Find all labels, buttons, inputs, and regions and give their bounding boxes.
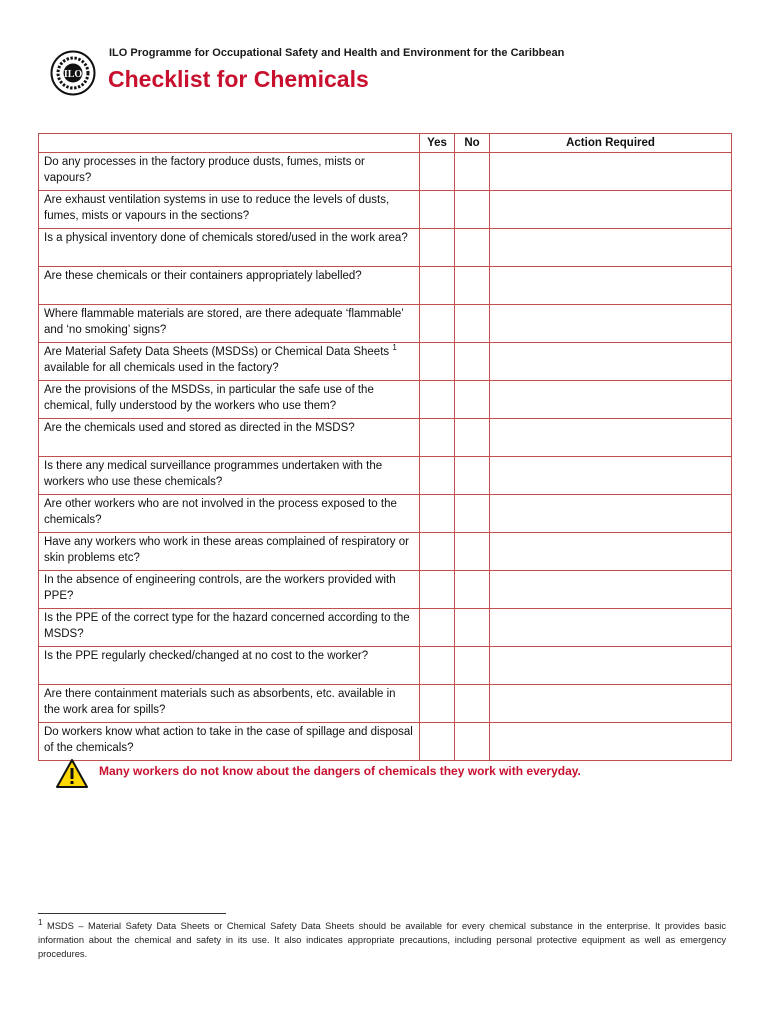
- yes-cell[interactable]: [420, 343, 455, 381]
- no-cell[interactable]: [455, 419, 490, 457]
- question-cell: Do any processes in the factory produce dusts, fumes, mists or vapours?: [39, 153, 420, 191]
- warning-note: [55, 758, 735, 792]
- action-required-cell[interactable]: [490, 647, 732, 685]
- no-column-header: No: [455, 134, 490, 153]
- action-required-cell[interactable]: [490, 305, 732, 343]
- question-cell: Are these chemicals or their containers appropriately labelled?: [39, 267, 420, 305]
- yes-cell[interactable]: [420, 305, 455, 343]
- question-column-header: [39, 134, 420, 153]
- action-required-cell[interactable]: [490, 571, 732, 609]
- no-cell[interactable]: [455, 381, 490, 419]
- table-row: [39, 457, 732, 495]
- page-title: Checklist for Chemicals: [108, 66, 369, 92]
- table-row: [39, 685, 732, 723]
- table-row: [39, 343, 732, 381]
- action-required-cell[interactable]: [490, 153, 732, 191]
- page-header: [48, 44, 728, 104]
- question-cell: Is a physical inventory done of chemicals stored/used in the work area?: [39, 229, 420, 267]
- no-cell[interactable]: [455, 685, 490, 723]
- ilo-logo-icon: [50, 50, 96, 96]
- no-cell[interactable]: [455, 495, 490, 533]
- table-row: [39, 495, 732, 533]
- question-cell: Do workers know what action to take in the case of spillage and disposal of the chemicals?: [39, 723, 420, 761]
- yes-cell[interactable]: [420, 229, 455, 267]
- action-required-column-header: Action Required: [490, 134, 732, 153]
- action-required-cell[interactable]: [490, 343, 732, 381]
- action-required-cell[interactable]: [490, 723, 732, 761]
- table-row: [39, 381, 732, 419]
- question-cell: In the absence of engineering controls, are the workers provided with PPE?: [39, 571, 420, 609]
- table-row: [39, 305, 732, 343]
- yes-cell[interactable]: [420, 609, 455, 647]
- action-required-cell[interactable]: [490, 685, 732, 723]
- table-row: [39, 609, 732, 647]
- question-cell: Is the PPE regularly checked/changed at no cost to the worker?: [39, 647, 420, 685]
- yes-cell[interactable]: [420, 723, 455, 761]
- action-required-cell[interactable]: [490, 495, 732, 533]
- question-cell: Are the provisions of the MSDSs, in particular the safe use of the chemical, fully understood by the workers who use them?: [39, 381, 420, 419]
- yes-cell[interactable]: [420, 495, 455, 533]
- footnote-marker: 1: [38, 917, 43, 927]
- footnote-text: MSDS – Material Safety Data Sheets or Chemical Safety Data Sheets should be available for every chemical substance in the enterprise. It provides basic information about the chemical and safety in its use. It also indicates appropriate precautions, including personal protective equipment as well as emergency procedures.: [38, 921, 726, 959]
- warning-triangle-icon: [55, 758, 89, 790]
- table-row: [39, 191, 732, 229]
- action-required-cell[interactable]: [490, 381, 732, 419]
- table-row: [39, 153, 732, 191]
- action-required-cell[interactable]: [490, 267, 732, 305]
- yes-cell[interactable]: [420, 267, 455, 305]
- action-required-cell[interactable]: [490, 609, 732, 647]
- action-required-cell[interactable]: [490, 533, 732, 571]
- no-cell[interactable]: [455, 191, 490, 229]
- footnote-reference: 1: [392, 343, 397, 353]
- action-required-cell[interactable]: [490, 419, 732, 457]
- checklist-table: [38, 133, 732, 761]
- yes-cell[interactable]: [420, 457, 455, 495]
- action-required-cell[interactable]: [490, 457, 732, 495]
- yes-cell[interactable]: [420, 153, 455, 191]
- table-row: [39, 267, 732, 305]
- question-cell: Where flammable materials are stored, are there adequate ‘flammable’ and ‘no smoking’ signs?: [39, 305, 420, 343]
- no-cell[interactable]: [455, 343, 490, 381]
- no-cell[interactable]: [455, 305, 490, 343]
- no-cell[interactable]: [455, 229, 490, 267]
- program-name: ILO Programme for Occupational Safety and Health and Environment for the Caribbean: [109, 47, 565, 59]
- table-row: [39, 419, 732, 457]
- no-cell[interactable]: [455, 647, 490, 685]
- yes-cell[interactable]: [420, 571, 455, 609]
- question-cell: Are exhaust ventilation systems in use to reduce the levels of dusts, fumes, mists or vapours in the sections?: [39, 191, 420, 229]
- no-cell[interactable]: [455, 723, 490, 761]
- no-cell[interactable]: [455, 153, 490, 191]
- warning-text: Many workers do not know about the dangers of chemicals they work with everyday.: [99, 764, 581, 778]
- no-cell[interactable]: [455, 267, 490, 305]
- question-text: available for all chemicals used in the factory?: [44, 362, 279, 374]
- table-row: [39, 647, 732, 685]
- yes-cell[interactable]: [420, 419, 455, 457]
- yes-column-header: Yes: [420, 134, 455, 153]
- table-row: [39, 229, 732, 267]
- yes-cell[interactable]: [420, 191, 455, 229]
- table-header-row: [39, 134, 732, 153]
- question-cell: Is the PPE of the correct type for the hazard concerned according to the MSDS?: [39, 609, 420, 647]
- yes-cell[interactable]: [420, 647, 455, 685]
- no-cell[interactable]: [455, 609, 490, 647]
- table-row: [39, 533, 732, 571]
- action-required-cell[interactable]: [490, 229, 732, 267]
- question-cell: Are other workers who are not involved in the process exposed to the chemicals?: [39, 495, 420, 533]
- question-cell: Are the chemicals used and stored as directed in the MSDS?: [39, 419, 420, 457]
- yes-cell[interactable]: [420, 685, 455, 723]
- svg-text:ILO: ILO: [63, 69, 83, 80]
- footnote-separator: [38, 913, 226, 914]
- no-cell[interactable]: [455, 571, 490, 609]
- table-row: [39, 723, 732, 761]
- question-text: Are Material Safety Data Sheets (MSDSs) or Chemical Data Sheets: [44, 346, 393, 358]
- footnote: [38, 919, 726, 961]
- question-cell: Are there containment materials such as absorbents, etc. available in the work area for spills?: [39, 685, 420, 723]
- question-cell: Have any workers who work in these areas complained of respiratory or skin problems etc?: [39, 533, 420, 571]
- action-required-cell[interactable]: [490, 191, 732, 229]
- no-cell[interactable]: [455, 533, 490, 571]
- yes-cell[interactable]: [420, 381, 455, 419]
- question-cell: Is there any medical surveillance programmes undertaken with the workers who use these chemicals?: [39, 457, 420, 495]
- yes-cell[interactable]: [420, 533, 455, 571]
- table-row: [39, 571, 732, 609]
- no-cell[interactable]: [455, 457, 490, 495]
- question-cell: [39, 343, 420, 381]
